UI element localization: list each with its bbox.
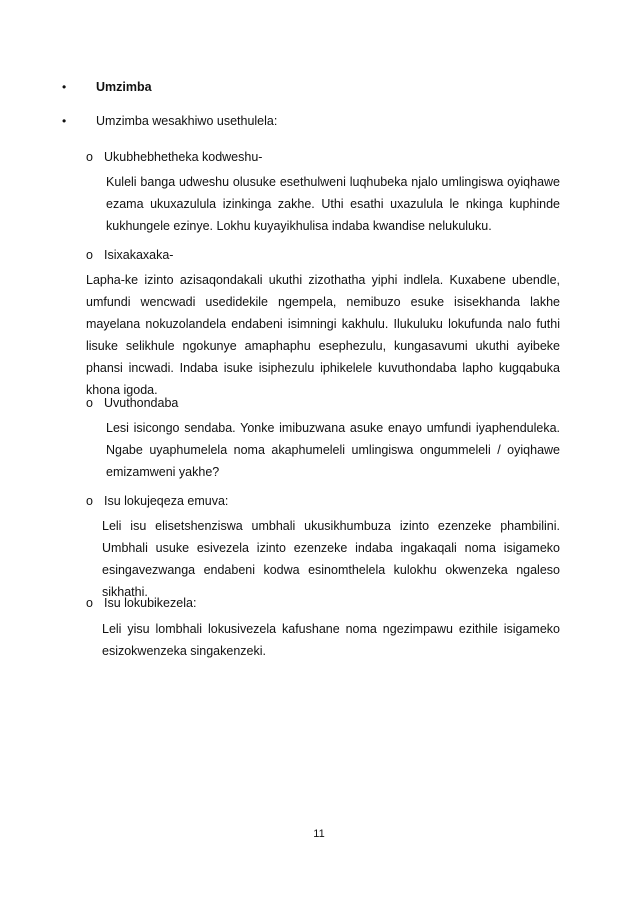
section-title: Umzimba <box>96 80 152 94</box>
bullet-text: Umzimba wesakhiwo usethulela: <box>96 114 278 128</box>
subheading-text: Isu lokubikezela: <box>104 596 197 610</box>
subheading-text: Isu lokujeqeza emuva: <box>104 494 229 508</box>
subheading-text: Isixakaxaka- <box>104 248 174 262</box>
sub-bullet-marker: o <box>86 596 93 610</box>
subheading-text: Ukubhebhetheka kodweshu- <box>104 150 263 164</box>
paragraph-isixakaxaka: Lapha-ke izinto azisaqondakali ukuthi zizothatha yiphi indlela. Kuxabene ubendle, umfundi wencwadi usedidekile ngempela, nemibuzo esuke isisekhanda lakhe mayelana nokuzolandela endabeni isimningi kakhulu. Ilukuluku lokufunda nalo futhi lisuke selikhule ngokunye amaphaphu esephezulu, kungasavumi ukuthi ayibeke phansi incwadi. Indaba isuke isiphezulu iphikelele kuvuthondaba lapho kugqabuka khona igoda. <box>86 273 560 397</box>
subheading-isixakaxaka <box>86 248 173 262</box>
sub-bullet-marker: o <box>86 150 93 164</box>
sub-bullet-marker: o <box>86 494 93 508</box>
paragraph-ukubikezela: Leli yisu lombhali lokusivezela kafushane noma ngezimpawu ezithile isigameko esizokwenzeka singakenzeki. <box>102 622 560 658</box>
subheading-ukubikezela <box>86 596 196 610</box>
bullet-marker: • <box>62 80 67 94</box>
subheading-ukubhebhetheka <box>86 150 262 164</box>
sub-bullet-marker: o <box>86 396 93 410</box>
subheading-uvuthondaba <box>86 396 178 410</box>
paragraph-uvuthondaba: Lesi isicongo sendaba. Yonke imibuzwana asuke enayo umfundi iyaphenduleka. Ngabe uyaphumelela noma akaphumeleli umlingiswa ongummeleli / oyiqhawe emizamweni yakhe? <box>106 421 560 479</box>
subheading-ukujeqeza <box>86 494 228 508</box>
paragraph-ukubhebhetheka: Kuleli banga udweshu olusuke esethulweni luqhubeka njalo umlingiswa oyiqhawe ezama ukuxazulula izinkinga zakhe. Uthi esathi uxazulula le nkinga kuphinde kukhungele ezinye. Lokhu kuyayikhulisa indaba kwandise nelukuluku. <box>106 175 560 233</box>
subheading-text: Uvuthondaba <box>104 396 179 410</box>
bullet-marker: • <box>62 114 67 128</box>
sub-bullet-marker: o <box>86 248 93 262</box>
page-number: 11 <box>313 828 325 840</box>
paragraph-ukujeqeza: Leli isu elisetshenziswa umbhali ukusikhumbuza izinto ezenzeke phambilini. Umbhali usuke esivezela izinto ezenzeke indaba ingakaqali noma isigameko esingavezwanga endabeni kodwa esinomthelela kulokhu okwenzeka ngaleso sikhathi. <box>102 519 560 599</box>
